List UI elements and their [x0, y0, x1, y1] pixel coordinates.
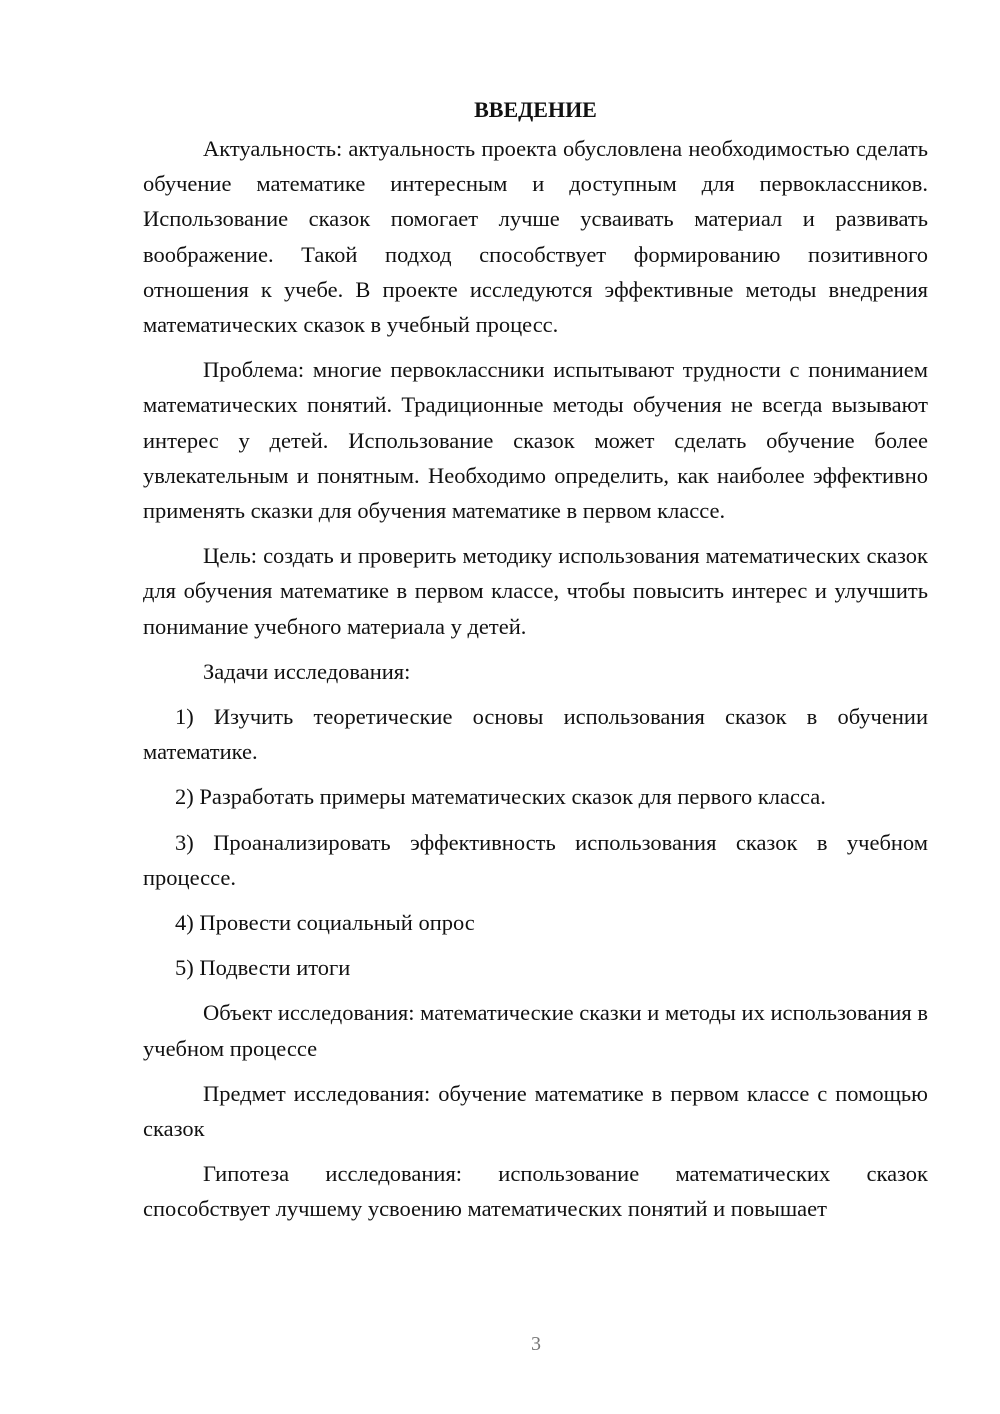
task-item-3: 3) Проанализировать эффективность использования сказок в учебном процессе. — [143, 829, 928, 890]
paragraph-hypothesis: Гипотеза исследования: использование математических сказок способствует лучшему усвоению математических понятий и повышает — [143, 1161, 928, 1222]
task-item-4: 4) Провести социальный опрос — [175, 910, 475, 936]
page-content — [143, 92, 928, 1237]
paragraph-object: Объект исследования: математические сказки и методы их использования в учебном процессе — [143, 1000, 928, 1061]
paragraph-relevance: Актуальность: актуальность проекта обусловлена необходимостью сделать обучение математике интересным и доступным для первоклассников. Использование сказок помогает лучше усваивать материал и развивать воображение. Такой подход способствует формированию позитивного отношения к учебе. В проекте исследуются эффективные методы внедрения математических сказок в учебный процесс. — [143, 136, 928, 338]
page-number: 3 — [531, 1333, 541, 1355]
task-item-1: 1) Изучить теоретические основы использования сказок в обучении математике. — [143, 704, 928, 765]
paragraph-goal: Цель: создать и проверить методику использования математических сказок для обучения математике в первом классе, чтобы повысить интерес и улучшить понимание учебного материала у детей. — [143, 543, 928, 639]
paragraph-subject: Предмет исследования: обучение математике в первом классе с помощью сказок — [143, 1080, 928, 1142]
section-heading: ВВЕДЕНИЕ — [474, 97, 597, 122]
tasks-heading: Задачи исследования: — [203, 658, 411, 684]
paragraph-problem: Проблема: многие первоклассники испытывают трудности с пониманием математических понятий. Традиционные методы обучения не всегда вызывают интерес у детей. Использование сказок может сделать обучение более увлекательным и понятным. Необходимо определить, как наиболее эффективно применять сказки для обучения математике в первом классе. — [143, 357, 928, 524]
task-item-5: 5) Подвести итоги — [175, 955, 351, 981]
task-item-2: 2) Разработать примеры математических сказок для первого класса. — [175, 784, 826, 810]
